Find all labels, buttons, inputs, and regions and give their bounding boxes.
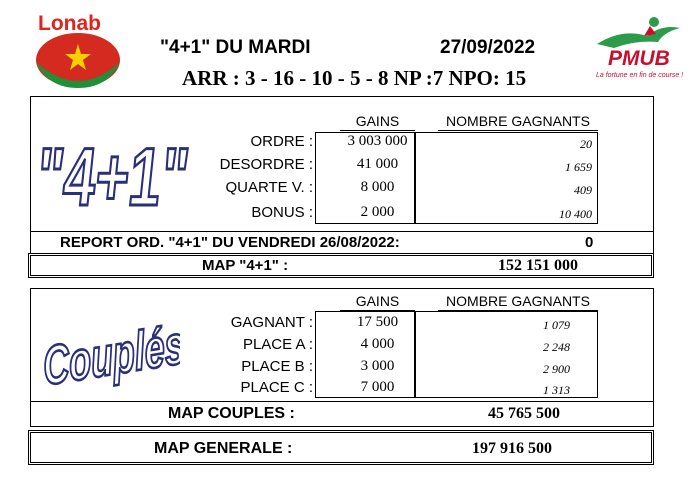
row-label: ORDRE :	[250, 133, 313, 150]
map-quatre-plus-un-label: MAP "4+1" :	[202, 257, 289, 274]
svg-text:"4+1": "4+1"	[40, 132, 190, 224]
row-gain: 3 000	[360, 358, 395, 374]
row-gagnants: 10 400	[559, 207, 592, 221]
row-label: PLACE B :	[241, 358, 313, 375]
map-generale-value: 197 916 500	[472, 440, 552, 457]
map-couples-label: MAP COUPLES :	[168, 405, 295, 422]
map-quatre-plus-un-value: 152 151 000	[498, 257, 578, 274]
svg-text:Couplés: Couplés	[41, 313, 180, 394]
map-couples-row	[30, 401, 654, 427]
report-value: 0	[585, 234, 594, 251]
report-label: REPORT ORD. "4+1" DU VENDREDI 26/08/2022:	[60, 234, 400, 251]
row-gain: 8 000	[360, 179, 395, 195]
page-title: "4+1" DU MARDI	[160, 37, 311, 58]
row-gagnants: 1 659	[565, 160, 592, 174]
arrivee-line: ARR : 3 - 16 - 10 - 5 - 8 NP :7 NPO: 15	[182, 66, 527, 90]
couples-stylized-title	[40, 304, 180, 399]
map-generale-row	[28, 430, 654, 465]
row-gagnants: 1 079	[543, 318, 570, 332]
row-gagnants: 409	[574, 183, 592, 197]
lonab-logo-text: Lonab	[38, 12, 101, 35]
row-label: QUARTE V. :	[225, 179, 313, 196]
pmub-logo-text: PMUB	[608, 47, 670, 70]
row-gain: 7 000	[360, 379, 395, 395]
row-gagnants: 1 313	[543, 383, 570, 397]
row-gagnants: 2 248	[543, 340, 570, 354]
pmub-logo	[592, 14, 692, 84]
row-label: GAGNANT :	[230, 314, 313, 331]
row-gain: 2 000	[360, 204, 395, 220]
draw-date: 27/09/2022	[440, 37, 536, 58]
gains-header: GAINS	[355, 113, 400, 129]
row-gain: 3 003 000	[347, 133, 408, 149]
row-label: PLACE C :	[240, 379, 313, 396]
gagnants-header: NOMBRE GAGNANTS	[446, 113, 590, 129]
row-gagnants: 2 900	[543, 362, 570, 376]
row-label: DESORDRE :	[219, 156, 313, 173]
gagnants-header: NOMBRE GAGNANTS	[446, 293, 590, 309]
row-gagnants: 20	[580, 137, 592, 151]
row-label: BONUS :	[251, 204, 313, 221]
row-gain: 41 000	[356, 156, 399, 172]
row-gain: 17 500	[356, 314, 399, 330]
row-gain: 4 000	[360, 336, 395, 352]
row-label: PLACE A :	[242, 336, 313, 353]
map-generale-label: MAP GENERALE :	[154, 440, 293, 457]
lonab-logo	[28, 10, 128, 90]
pmub-slogan: La fortune en fin de course !	[596, 72, 684, 79]
gains-header: GAINS	[355, 293, 400, 309]
map-couples-value: 45 765 500	[488, 405, 560, 422]
